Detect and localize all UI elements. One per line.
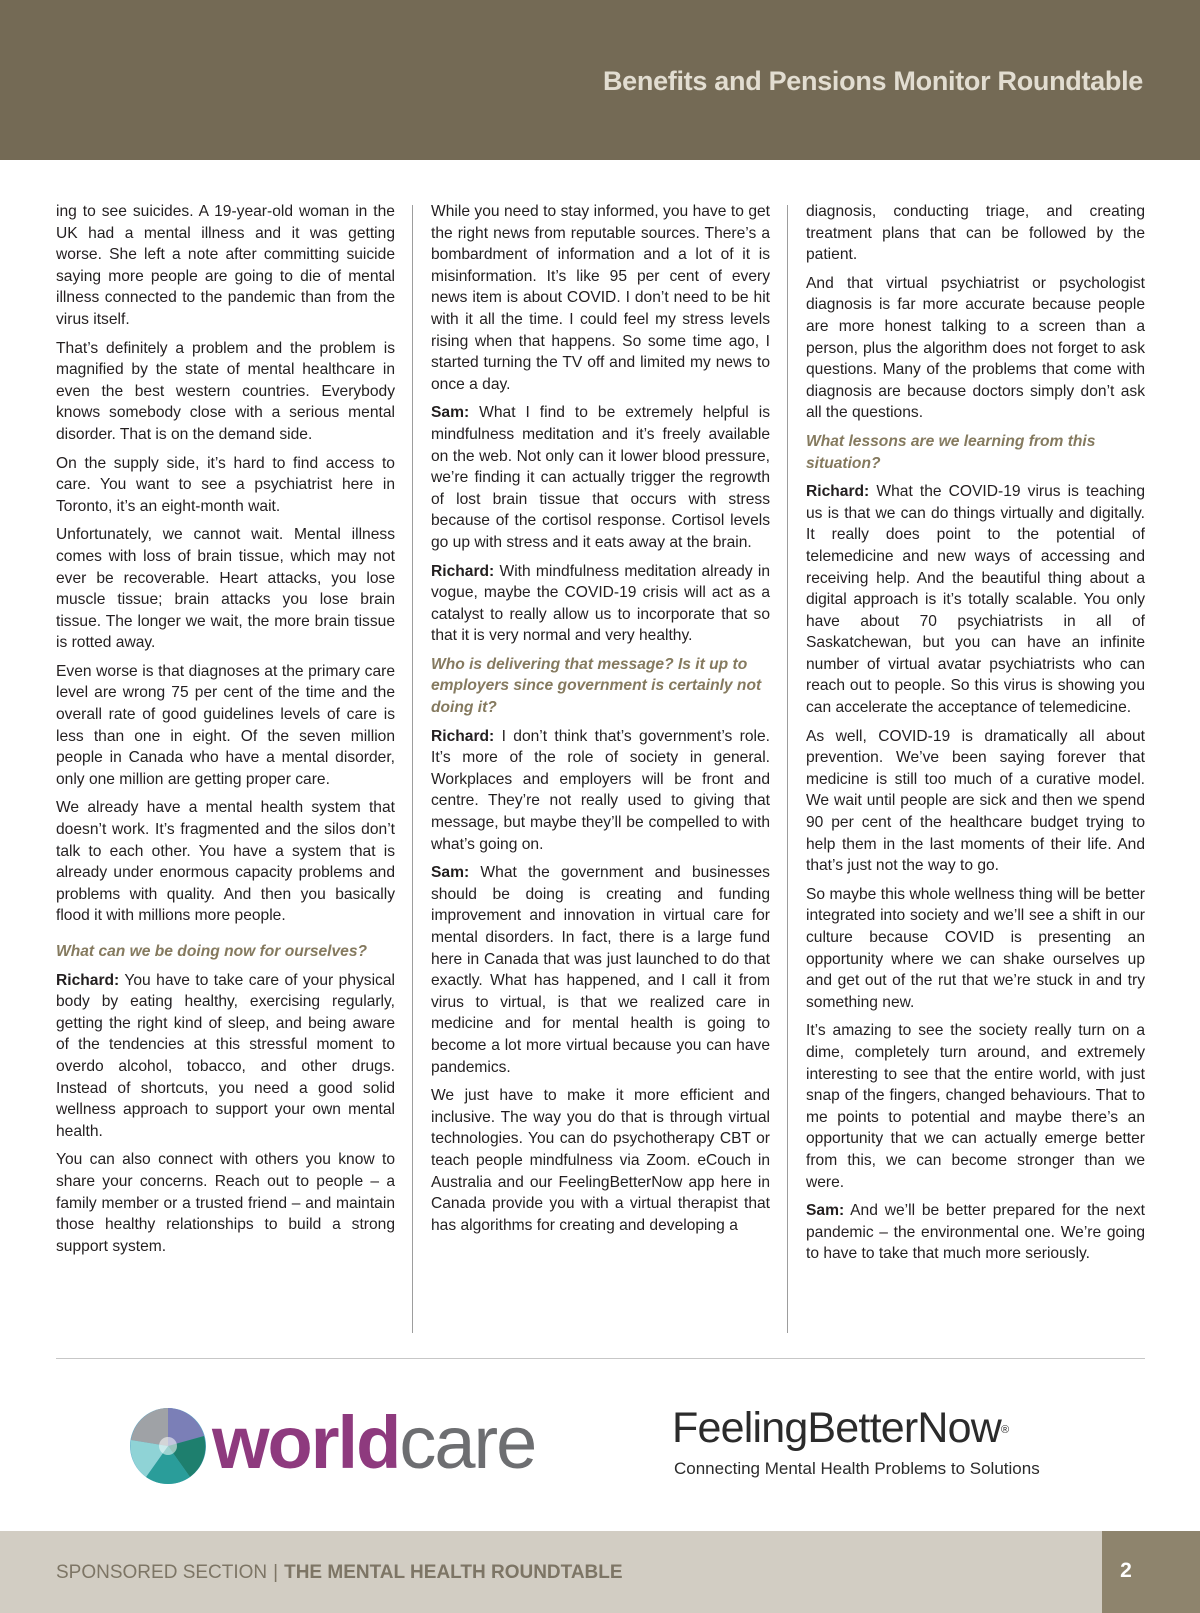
paragraph-text: It’s amazing to see the society really turn on a dime, completely turn around, and extremely interesting to see that the entire world, with just snap of the fingers, changed behaviours. That to me points to potential and maybe there’s an opportunity that we can actually emerge better from this, we can become stronger than we were. xyxy=(806,1022,1145,1191)
question-heading: What can we be doing now for ourselves? xyxy=(56,943,368,960)
footer-section-title: THE MENTAL HEALTH ROUNDTABLE xyxy=(284,1562,623,1583)
paragraph-text: We just have to make it more efficient and inclusive. The way you do that is through virtual technologies. You can do psychotherapy CBT or teach people mindfulness via Zoom. eCouch in Australia and our FeelingBetterNow app here in Canada provide you with a virtual therapist that has algorithms for creating and developing a xyxy=(431,1087,770,1234)
column-2 xyxy=(431,201,770,1243)
speaker-name: Richard: xyxy=(806,483,870,501)
paragraph xyxy=(806,273,1145,424)
column-1 xyxy=(56,201,395,1264)
page-number: 2 xyxy=(1120,1559,1132,1582)
speaker-name: Richard: xyxy=(56,971,120,989)
paragraph xyxy=(56,661,395,791)
section-divider xyxy=(56,1358,1145,1359)
paragraph-text: While you need to stay informed, you have to get the right news from reputable sources. There’s a bombardment of information and a lot of it is misinformation. It’s like 95 per cent of every news item is about COVID. I don’t need to be hit with it all the time. I could feel my stress levels rising when that happens. So some time ago, I started turning the TV off and limited my news to once a day. xyxy=(431,203,770,393)
paragraph-text: As well, COVID-19 is dramatically all about prevention. We’ve been saying forever that medicine is still too much of a curative model. We wait until people are sick and then we spend 90 per cent of the healthcare budget trying to help them in the last moments of their life. And that’s just not the way to go. xyxy=(806,727,1145,875)
worldcare-wordmark-care: care xyxy=(399,1401,536,1484)
paragraph xyxy=(431,726,770,856)
paragraph xyxy=(806,201,1145,266)
footer-band xyxy=(0,1531,1200,1613)
registered-mark: ® xyxy=(1000,1424,1009,1436)
paragraph-text: What the government and businesses should be doing is creating and funding improvement and innovation in virtual care for mental disorders. In fact, there is a large fund here in Canada that was just launched to do that exactly. What has happened, and I call it from virus to virtual, is that we realized care in medicine and for mental health is going to become a lot more virtual because you can have pandemics. xyxy=(431,864,770,1076)
paragraph-text: I don’t think that’s government’s role. It’s more of the role of society in general. Workplaces and employers will be front and centre. They’re not really used to giving that message, but maybe they’ll be compelled to with what’s going on. xyxy=(431,727,770,853)
paragraph xyxy=(806,884,1145,1014)
column-divider xyxy=(412,205,413,1333)
paragraph xyxy=(56,970,395,1143)
question-heading: Who is delivering that message? Is it up to employers since government is certainly not doing it? xyxy=(431,655,762,717)
article-body xyxy=(56,201,1145,1336)
paragraph-text: That’s definitely a problem and the problem is magnified by the state of mental healthcare in even the best western countries. Everybody knows somebody close with a serious mental disorder. That is on the demand side. xyxy=(56,339,395,443)
paragraph-text: With mindfulness meditation already in vogue, maybe the COVID-19 crisis will act as a catalyst to really allow us to incorporate that so that it is very normal and very healthy. xyxy=(431,562,771,645)
publication-title: Benefits and Pensions Monitor Roundtable xyxy=(602,66,1143,96)
paragraph-text: We already have a mental health system that doesn’t work. It’s fragmented and the silos don’t talk to each other. You have a system that is already under enormous capacity problems and problems with quality. And then you basically flood it with millions more people. xyxy=(56,799,395,925)
worldcare-logo xyxy=(128,1401,588,1486)
worldcare-globe-icon xyxy=(128,1406,208,1486)
paragraph-text: What the COVID-19 virus is teaching us is that we can do things virtually and digitally. It really does point to the potential of telemedicine and new ways of accessing and receiving help. And the beautiful thing about a digital approach is it’s totally scalable. You only have about 70 psychiatrists in all of Saskatchewan, but you can have an infinite number of virtual avatar psychiatrists who can reach out to people. So this virus is showing you can accelerate the acceptance of telemedicine. xyxy=(806,483,1145,717)
paragraph xyxy=(431,201,770,395)
footer-section-label: SPONSORED SECTION xyxy=(56,1562,268,1583)
paragraph xyxy=(431,561,770,647)
paragraph-text: You have to take care of your physical body by eating healthy, exercising regularly, getting the right kind of sleep, and being aware of the tendencies at this stressful moment to overdo alcohol, tobacco, and other drugs. Instead of shortcuts, you need a good solid wellness approach to support your own mental health. xyxy=(56,971,395,1140)
paragraph xyxy=(431,862,770,1078)
paragraph-text: Even worse is that diagnoses at the primary care level are wrong 75 per cent of the time and the overall rate of good guidelines levels of care is less than one in eight. Of the seven million people in Canada who have a mental disorder, only one million are getting proper care. xyxy=(56,662,395,788)
paragraph xyxy=(56,338,395,446)
column-divider xyxy=(787,205,788,1333)
paragraph-text: And we’ll be better prepared for the next pandemic – the environmental one. We’re going to have to take that much more seriously. xyxy=(806,1202,1146,1263)
header-band xyxy=(0,0,1200,160)
speaker-name: Sam: xyxy=(806,1202,845,1220)
paragraph xyxy=(431,1085,770,1236)
paragraph xyxy=(806,481,1145,719)
paragraph xyxy=(806,1020,1145,1193)
speaker-name: Richard: xyxy=(431,562,495,580)
speaker-name: Richard: xyxy=(431,727,495,745)
question-heading: What lessons are we learning from this situation? xyxy=(806,432,1096,472)
footer-separator: | xyxy=(273,1562,279,1583)
paragraph xyxy=(56,453,395,518)
paragraph-text: You can also connect with others you know to share your concerns. Reach out to people – a family member or a trusted friend – and maintain those healthy relationships to build a strong support system. xyxy=(56,1151,395,1255)
paragraph-text: ing to see suicides. A 19-year-old woman in the UK had a mental illness and it was getting worse. She left a note after committing suicide saying more people are going to die of mental illness connected to the pandemic than from the virus itself. xyxy=(56,203,395,328)
paragraph-text: On the supply side, it’s hard to find access to care. You want to see a psychiatrist here in Toronto, it’s an eight-month wait. xyxy=(56,454,395,515)
speaker-name: Sam: xyxy=(431,864,470,882)
paragraph-text: What I find to be extremely helpful is mindfulness meditation and it’s freely available on the web. Not only can it lower blood pressure, we’re finding it can actually trigger the regrowth of lost brain tissue that occurs with stress because of the cortisol response. Cortisol levels go up with stress and it eats away at the brain. xyxy=(431,404,770,551)
paragraph-text: diagnosis, conducting triage, and creating treatment plans that can be followed by the patient. xyxy=(806,203,1145,264)
paragraph-text: Unfortunately, we cannot wait. Mental illness comes with loss of brain tissue, which may not ever be recoverable. Heart attacks, you lose muscle tissue; brain attacks you lose brain tissue. The longer we wait, the more brain tissue is rotted away. xyxy=(56,526,395,652)
page-number-box xyxy=(1102,1531,1200,1613)
worldcare-wordmark-world: world xyxy=(212,1401,400,1484)
paragraph xyxy=(806,726,1145,877)
paragraph xyxy=(806,1200,1145,1265)
feelingbetternow-tagline: Connecting Mental Health Problems to Solutions xyxy=(674,1459,1040,1478)
feelingbetternow-logo xyxy=(672,1404,1092,1484)
paragraph xyxy=(56,1149,395,1257)
paragraph-text: So maybe this whole wellness thing will be better integrated into society and we’ll see a shift in our culture because COVID is presenting an opportunity where we can shake ourselves up and get out of the rut that we’re stuck in and try something new. xyxy=(806,885,1145,1011)
column-3 xyxy=(806,201,1145,1272)
paragraph xyxy=(56,524,395,654)
feelingbetternow-wordmark: FeelingBetterNow xyxy=(672,1404,1001,1452)
paragraph xyxy=(431,402,770,553)
speaker-name: Sam: xyxy=(431,404,470,422)
paragraph-text: And that virtual psychiatrist or psychologist diagnosis is far more accurate because people are more honest talking to a screen than a person, plus the algorithm does not forget to ask questions. Many of the problems that come with diagnosis are because doctors simply don’t ask all the questions. xyxy=(806,274,1145,422)
paragraph xyxy=(56,797,395,927)
paragraph xyxy=(56,201,395,331)
